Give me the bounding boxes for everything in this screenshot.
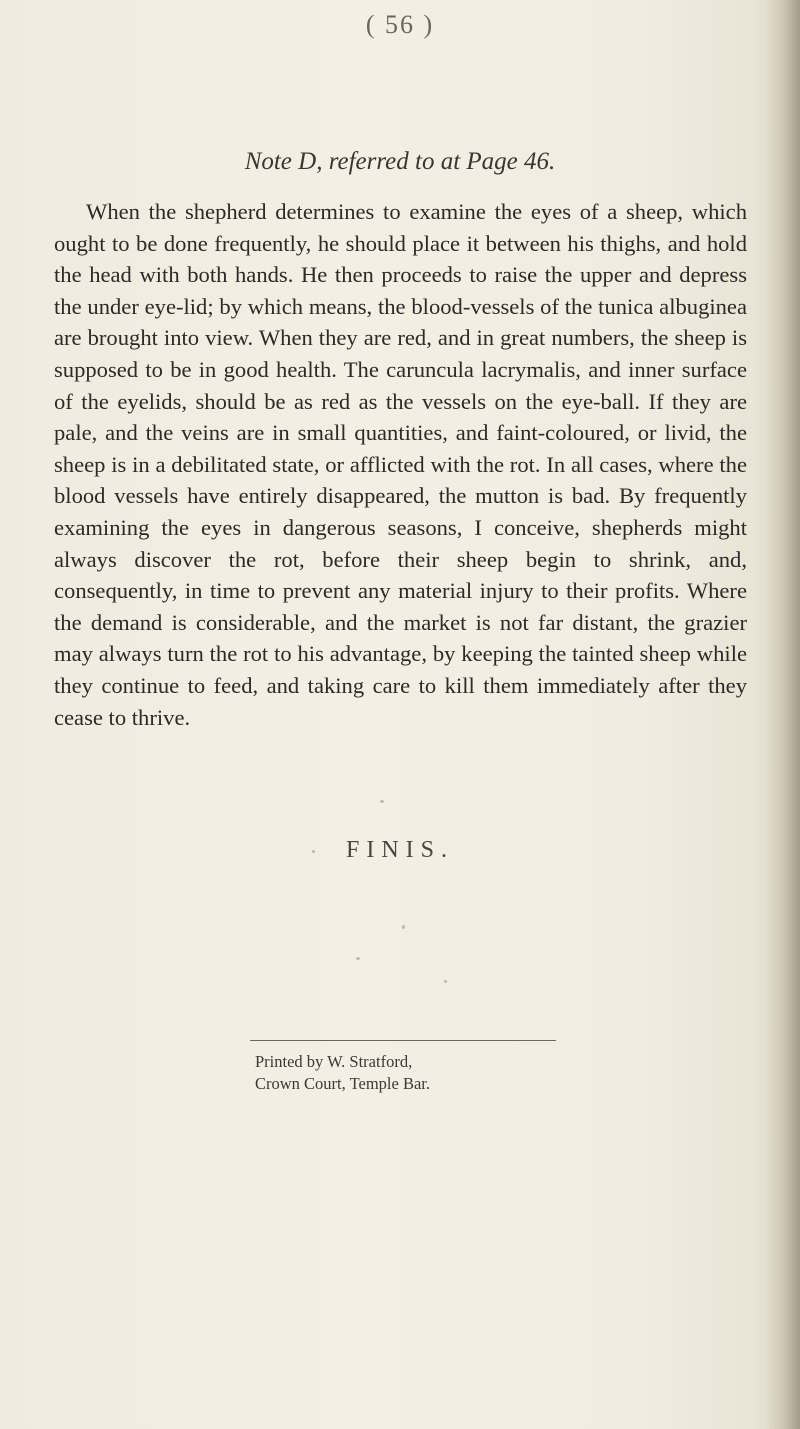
- imprint-rule: [250, 1040, 556, 1041]
- paper-speck: [444, 980, 447, 983]
- paper-speck: [312, 850, 315, 853]
- note-heading: Note D, referred to at Page 46.: [244, 148, 556, 175]
- finis-mark: FINIS.: [345, 837, 454, 863]
- imprint-line-address: Crown Court, Temple Bar.: [255, 1074, 430, 1093]
- paper-speck: [356, 957, 360, 960]
- page-edge-shadow: [766, 0, 800, 1429]
- imprint-line-printer: Printed by W. Stratford,: [255, 1052, 413, 1071]
- page-number: ( 56 ): [365, 10, 435, 39]
- paper-speck: [402, 925, 405, 929]
- printer-imprint: [255, 1051, 555, 1095]
- body-paragraph: When the shepherd determines to examine the eyes of a sheep, which ought to be done frequently, he should place it between his thighs, and hold the head with both hands. He then proceeds to raise the upper and depress the under eye-lid; by which means, the blood-vessels of the tunica albuginea are brought into view. When they are red, and in great numbers, the sheep is supposed to be in good health. The caruncula lacrymalis, and inner surface of the eyelids, should be as red as the vessels on the eye-ball. If they are pale, and the veins are in small quantities, and faint-coloured, or livid, the sheep is in a debilitated state, or afflicted with the rot. In all cases, where the blood vessels have entirely disappeared, the mutton is bad. By frequently examining the eyes in dangerous seasons, I conceive, shepherds might always discover the rot, before their sheep begin to shrink, and, consequently, in time to prevent any material injury to their profits. Where the demand is considerable, and the market is not far distant, the grazier may always turn the rot to his advantage, by keeping the tainted sheep while they continue to feed, and taking care to kill them immediately after they cease to thrive.: [54, 199, 747, 730]
- paper-speck: [380, 800, 384, 803]
